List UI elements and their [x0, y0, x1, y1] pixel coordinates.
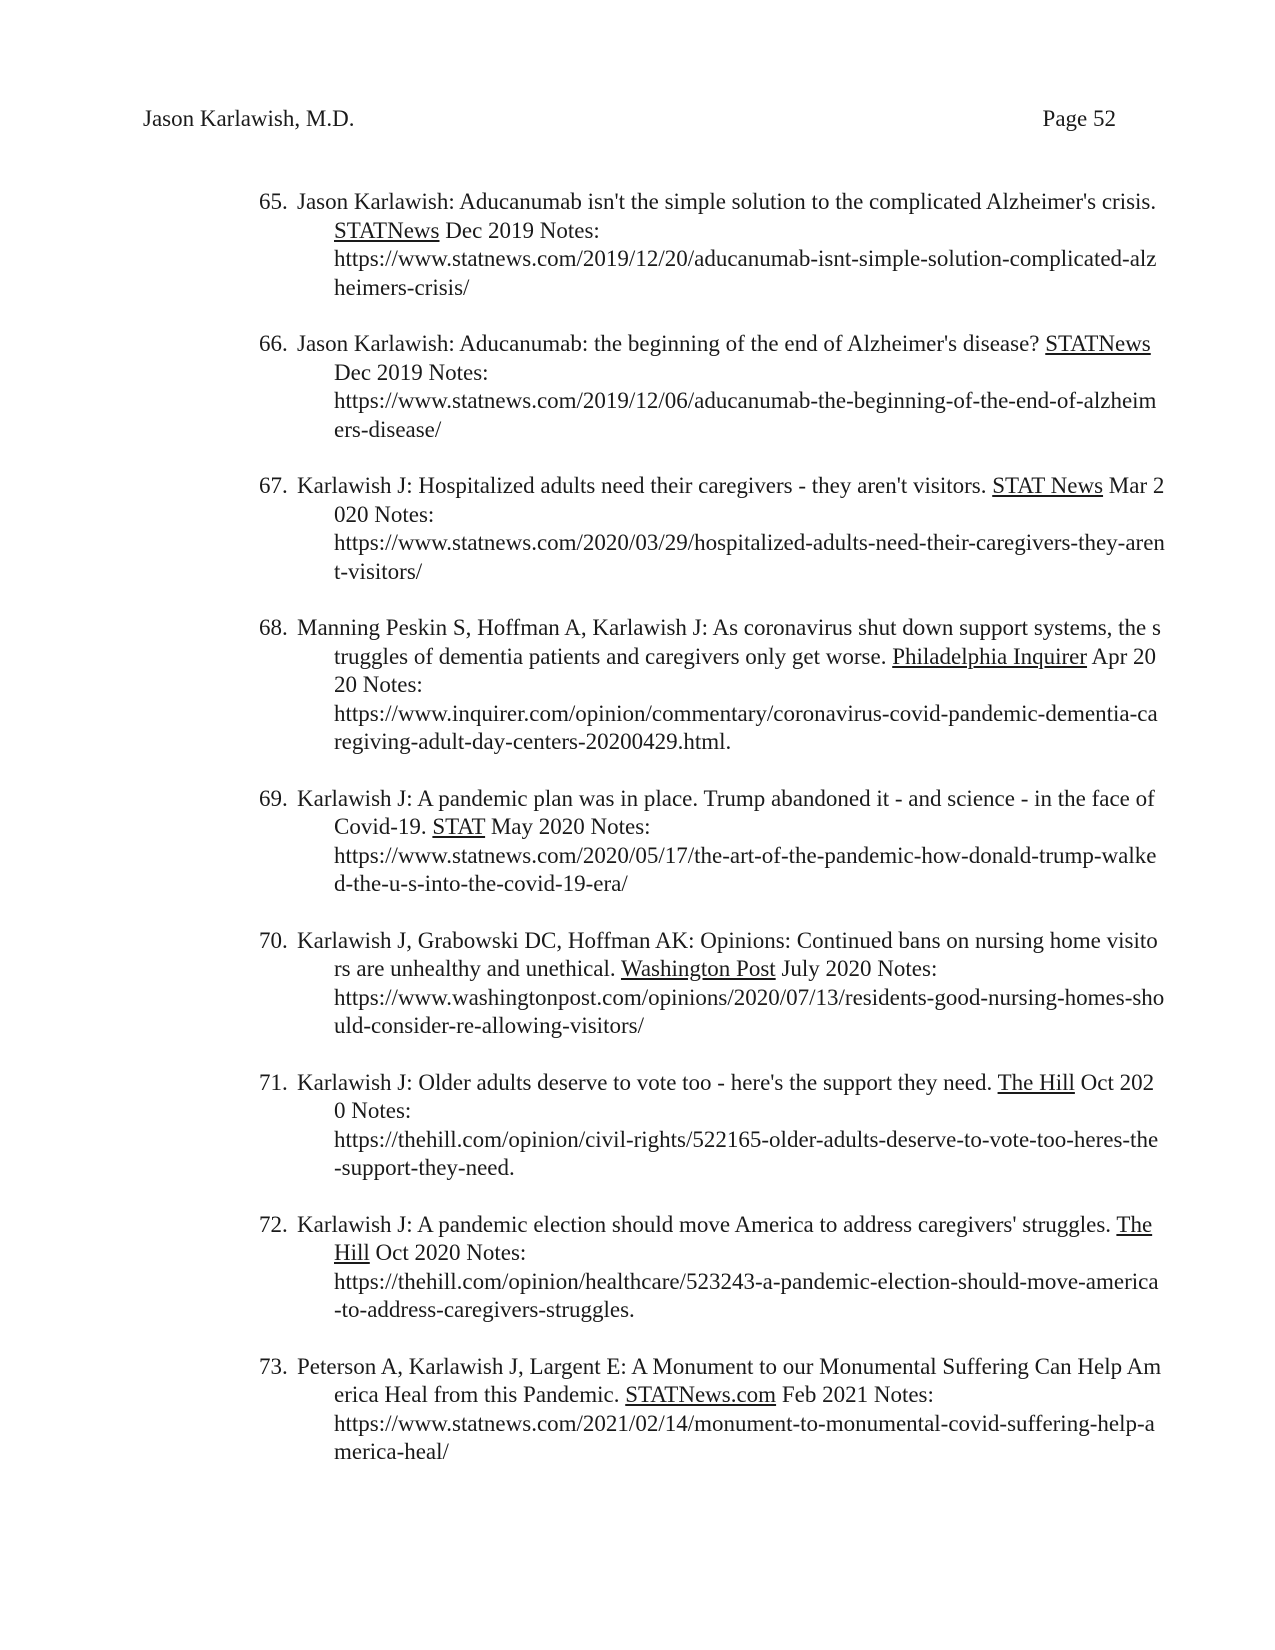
- entry-url: https://www.washingtonpost.com/opinions/2020/07/13/residents-good-nursing-homes-should-consider-re-allowing-visitors/: [334, 984, 1165, 1038]
- entry-citation: Jason Karlawish: Aducanumab isn't the simple solution to the complicated Alzheimer's crisis.: [297, 189, 1157, 214]
- entry-url: https://www.statnews.com/2019/12/06/aducanumab-the-beginning-of-the-end-of-alzheimers-disease/: [334, 388, 1157, 442]
- entry-date-notes: Apr 2020 Notes:: [334, 643, 1157, 697]
- entry-url: https://thehill.com/opinion/healthcare/523243-a-pandemic-election-should-move-america-to-address-caregivers-struggles.: [334, 1268, 1159, 1322]
- entry-number: 72.: [259, 1211, 288, 1237]
- entry-number: 68.: [259, 615, 288, 640]
- entry-number: 71.: [259, 1069, 288, 1095]
- entry-number: 65.: [259, 189, 288, 214]
- entry-date-notes: May 2020 Notes:: [490, 814, 651, 839]
- entry-citation: Karlawish J, Grabowski DC, Hoffman AK: Opinions: Continued bans on nursing home visitors are unhealthy and unethical.: [297, 927, 1158, 981]
- entry-citation: Manning Peskin S, Hoffman A, Karlawish J: As coronavirus shut down support systems, the struggles of dementia patients and caregivers only get worse.: [297, 615, 1161, 669]
- page-number: Page 52: [1042, 106, 1116, 131]
- entry-citation: Karlawish J: Hospitalized adults need their caregivers - they aren't visitors.: [297, 473, 987, 498]
- entry-date-notes: Feb 2021 Notes:: [781, 1382, 934, 1407]
- entry-citation: Jason Karlawish: Aducanumab: the beginning of the end of Alzheimer's disease?: [297, 331, 1040, 356]
- entry-source: Washington Post: [620, 956, 776, 981]
- entry-date-notes: July 2020 Notes:: [781, 956, 938, 981]
- entry-url: https://www.statnews.com/2020/05/17/the-art-of-the-pandemic-how-donald-trump-walked-the-u-s-into-the-covid-19-era/: [334, 842, 1157, 896]
- publication-list: [259, 188, 1165, 1495]
- entry-url: https://www.statnews.com/2021/02/14/monument-to-monumental-covid-suffering-help-america-heal/: [334, 1410, 1155, 1464]
- entry-source: STAT News: [992, 473, 1104, 498]
- entry-url: https://www.inquirer.com/opinion/commentary/coronavirus-covid-pandemic-dementia-caregiving-adult-day-centers-20200429.html.: [334, 700, 1158, 754]
- entry-number: 70.: [259, 927, 288, 953]
- entry-date-notes: Oct 2020 Notes:: [334, 1069, 1155, 1123]
- entry-number: 67.: [259, 473, 288, 498]
- entry-number: 69.: [259, 785, 288, 811]
- entry-source: Philadelphia Inquirer: [892, 643, 1088, 669]
- entry-citation: Karlawish J: Older adults deserve to vote too - here's the support they need.: [297, 1069, 993, 1095]
- entry-source: STATNews: [1045, 331, 1151, 356]
- list-item: [259, 330, 1165, 444]
- entry-date-notes: Mar 2020 Notes:: [334, 473, 1165, 527]
- entry-date-notes: Oct 2020 Notes:: [375, 1240, 527, 1265]
- entry-source: STATNews.com: [625, 1382, 777, 1407]
- entry-number: 73.: [259, 1353, 288, 1379]
- entry-source: The Hill: [997, 1069, 1075, 1095]
- page-header: [143, 103, 1116, 135]
- list-item: [259, 1069, 1165, 1183]
- entry-url: https://www.statnews.com/2020/03/29/hospitalized-adults-need-their-caregivers-they-arent-visitors/: [334, 530, 1165, 584]
- list-item: [259, 927, 1165, 1041]
- entry-source: STAT: [432, 814, 486, 839]
- list-item: [259, 785, 1165, 899]
- entry-citation: Peterson A, Karlawish J, Largent E: A Monument to our Monumental Suffering Can Help America Heal from this Pandemic.: [297, 1353, 1162, 1407]
- entry-url: https://thehill.com/opinion/civil-rights/522165-older-adults-deserve-to-vote-too-heres-the-support-they-need.: [334, 1126, 1159, 1180]
- entry-citation: Karlawish J: A pandemic election should move America to address caregivers' struggles.: [297, 1211, 1112, 1237]
- list-item: [259, 614, 1165, 757]
- entry-number: 66.: [259, 331, 288, 356]
- entry-date-notes: Dec 2019 Notes:: [445, 217, 600, 243]
- author-name: Jason Karlawish, M.D.: [143, 106, 355, 131]
- entry-source: The Hill: [334, 1211, 1153, 1265]
- entry-date-notes: Dec 2019 Notes:: [334, 359, 489, 385]
- list-item: [259, 1211, 1165, 1325]
- entry-url: https://www.statnews.com/2019/12/20/aducanumab-isnt-simple-solution-complicated-alzheimers-crisis/: [334, 246, 1157, 300]
- list-item: [259, 472, 1165, 586]
- entry-source: STATNews: [334, 217, 440, 243]
- list-item: [259, 1353, 1165, 1467]
- entry-citation: Karlawish J: A pandemic plan was in place. Trump abandoned it - and science - in the face of Covid-19.: [297, 785, 1155, 839]
- list-item: [259, 188, 1165, 302]
